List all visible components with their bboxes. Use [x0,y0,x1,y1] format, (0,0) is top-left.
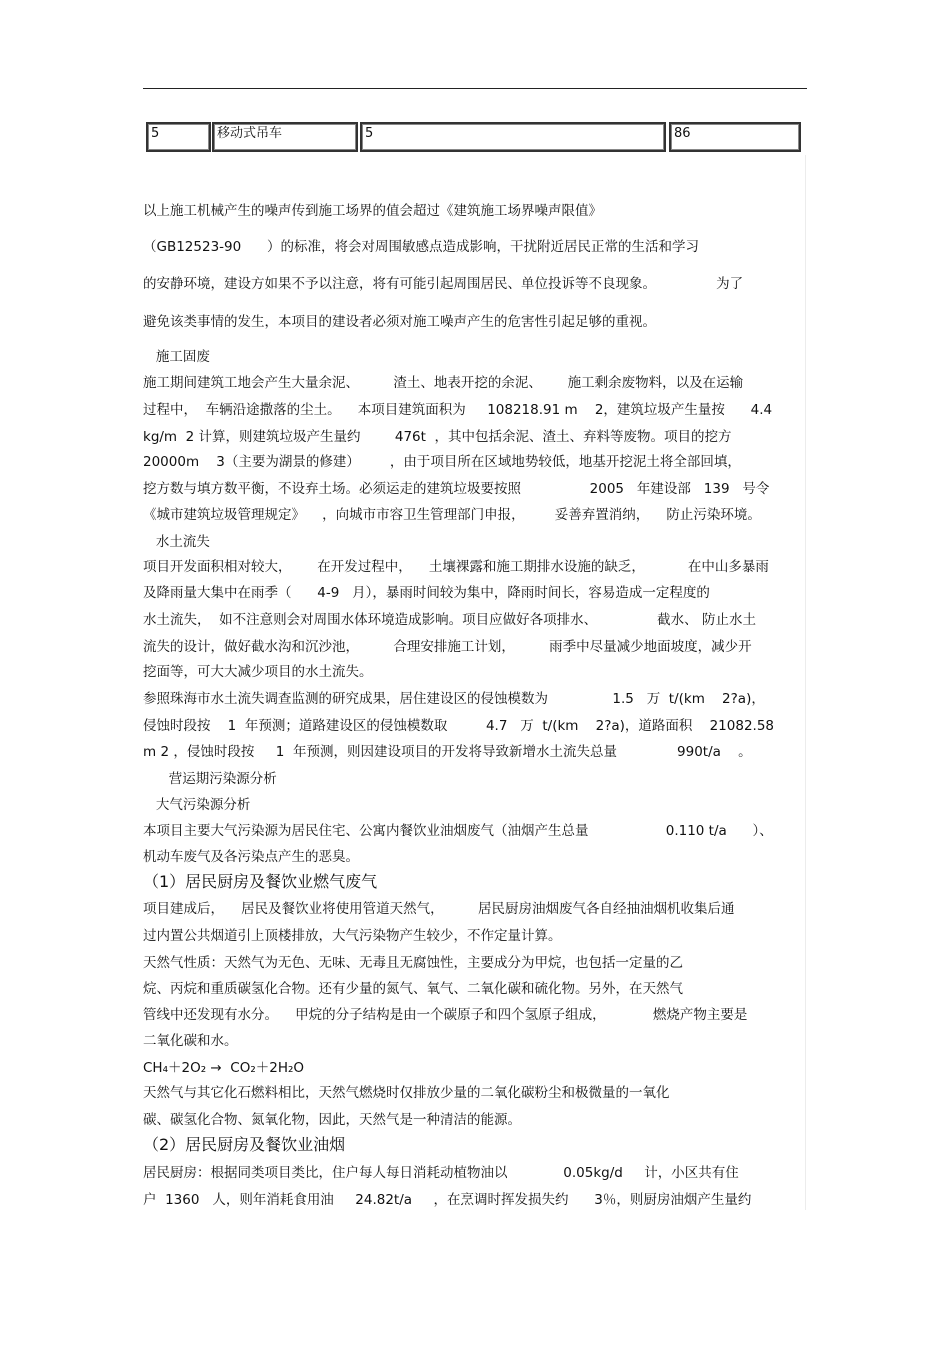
body-line: 本项目主要大气污染源为居民住宅、公寓内餐饮业油烟废气（油烟产生总量 0.110 t/a ）、 [143,823,773,839]
body-line: 参照珠海市水土流失调查监测的研究成果，居住建设区的侵蚀模数为 1.5 万 t/(km 2?a)， [143,691,765,707]
body-line: 水土流失， 如不注意则会对周围水体环境造成影响。项目应做好各项排水、 截水、 防止水土 [143,612,756,628]
body-line: 项目开发面积相对较大， 在开发过程中， 土壤裸露和施工期排水设施的缺乏， 在中山多暴雨 [143,559,769,575]
body-line: 天然气与其它化石燃料相比，天然气燃烧时仅排放少量的二氧化碳粉尘和极微量的一氧化 [143,1085,670,1101]
body-line: kg/m 2 计算，则建筑垃圾产生量约 476t ，其中包括余泥、渣土、弃料等废物。项目的挖方 [143,429,732,445]
body-line: 过内置公共烟道引上顶楼排放，大气污染物产生较少，不作定量计算。 [143,928,562,944]
table-cell-noise: 86 [669,122,801,152]
body-line: 20000m 3（主要为湖景的修建） ，由于项目所在区域地势较低，地基开挖泥土将全部回填， [143,454,741,470]
body-line: 居民厨房：根据同类项目类比，住户每人每日消耗动植物油以 0.05kg/d 计，小区共有住 [143,1165,739,1181]
subsection-heading: （2）居民厨房及餐饮业油烟 [143,1135,346,1154]
body-line: 过程中， 车辆沿途撒落的尘土。 本项目建筑面积为 108218.91 m 2，建筑垃圾产生量按 4.4 [143,402,773,418]
table-cell-count: 5 [360,122,666,152]
body-line: 项目建成后， 居民及餐饮业将使用管道天然气， 居民厨房油烟废气各自经抽油烟机收集后通 [143,901,735,917]
body-line: 以上施工机械产生的噪声传到施工场界的值会超过《建筑施工场界噪声限值》 [143,203,602,219]
body-line: 避免该类事情的发生，本项目的建设者必须对施工噪声产生的危害性引起足够的重视。 [143,314,656,330]
body-line: 侵蚀时段按 1 年预测；道路建设区的侵蚀模数取 4.7 万 t/(km 2?a)，道路面积 21082.58 [143,718,774,734]
body-line: 挖方数与填方数平衡，不设弃土场。必须运走的建筑垃圾要按照 2005 年建设部 139 号令 [143,481,770,497]
body-line: 管线中还发现有水分。 甲烷的分子结构是由一个碳原子和四个氢原子组成， 燃烧产物主要是 [143,1007,748,1023]
body-line: 及降雨量大集中在雨季（ 4-9 月），暴雨时间较为集中，降雨时间长，容易造成一定程度的 [143,585,710,601]
table-cell-no: 5 [146,122,211,152]
body-line: 流失的设计，做好截水沟和沉沙池， 合理安排施工计划， 雨季中尽量减少地面坡度，减少开 [143,639,752,655]
body-line: m 2 ，侵蚀时段按 1 年预测，则因建设项目的开发将导致新增水土流失总量 990t/a 。 [143,744,752,760]
body-line: 的安静环境，建设方如果不予以注意，将有可能引起周围居民、单位投诉等不良现象。 为了 [143,276,744,292]
section-heading: 大气污染源分析 [143,797,251,813]
section-heading: 施工固废 [143,349,210,365]
body-line: 户 1360 人，则年消耗食用油 24.82t/a ，在烹调时挥发损失约 3％，则厨房油烟产生量约 [143,1192,752,1208]
table-cell-equipment: 移动式吊车 [212,122,358,152]
body-line: 天然气性质：天然气为无色、无味、无毒且无腐蚀性，主要成分为甲烷，也包括一定量的乙 [143,955,683,971]
body-line: 二氧化碳和水。 [143,1033,238,1049]
body-line: 施工期间建筑工地会产生大量余泥、 渣土、地表开挖的余泥、 施工剩余废物料，以及在运输 [143,375,744,391]
body-line: 机动车废气及各污染点产生的恶臭。 [143,849,359,865]
section-heading: 营运期污染源分析 [143,771,277,787]
body-line: 烷、丙烷和重质碳氢化合物。还有少量的氮气、氧气、二氧化碳和硫化物。另外，在天然气 [143,981,683,997]
body-line: （GB12523-90 ）的标准，将会对周围敏感点造成影响，干扰附近居民正常的生活和学习 [143,239,699,255]
body-line: 《城市建筑垃圾管理规定》 ，向城市市容卫生管理部门申报， 妥善弃置消纳， 防止污染环境。 [143,507,761,523]
chemical-equation: CH₄＋2O₂ → CO₂＋2H₂O [143,1060,305,1076]
body-line: 碳、碳氢化合物、氮氧化物，因此，天然气是一种清洁的能源。 [143,1112,521,1128]
subsection-heading: （1）居民厨房及餐饮业燃气废气 [143,872,378,891]
body-line: 挖面等，可大大减少项目的水土流失。 [143,664,373,680]
header-rule [143,88,807,89]
section-heading: 水土流失 [143,534,210,550]
